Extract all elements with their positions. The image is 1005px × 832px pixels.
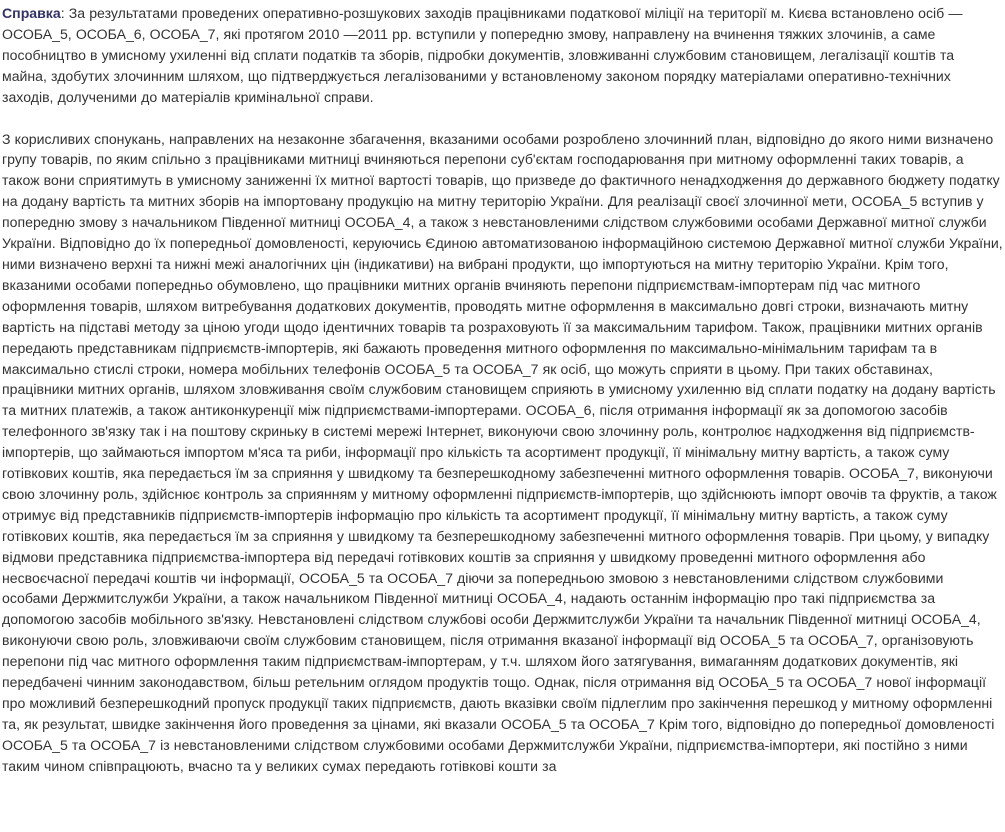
summary-paragraph [2,3,1003,108]
summary-label: Справка [2,5,61,21]
summary-text: : За результатами проведених оперативно-розшукових заходів працівниками податкової міліції на території м. Києва встановлено осіб — ОСОБА_5, ОСОБА_6, ОСОБА_7, які протягом 2010 —2011 рр. вступили у попередню змову, направлену на вчинення тяжких злочинів, а саме пособництво в умисному ухиленні від сплати податків та зборів, підробки документів, зловживанні службовим становищем, легалізації коштів та майна, здобутих злочинним шляхом, що підтверджується легалізованими у встановленому законом порядку матеріалами оперативно-технічних заходів, долученими до матеріалів кримінальної справи. [2,5,963,105]
document-body [2,3,1003,777]
details-paragraph: З корисливих спонукань, направлених на незаконне збагачення, вказаними особами розроблено злочинний план, відповідно до якого ними визначено групу товарів, по яким спільно з працівниками митниці вчиняються перепони суб'єктам господарювання при митному оформленні таких товарів, а також вони сприятимуть в умисному заниженні їх митної вартості товарів, що призведе до фактичного ненадходження до державного бюджету податку на додану вартість та митних зборів на імпортовану продукцію на митну територію України. Для реалізації своєї злочинної мети, ОСОБА_5 вступив у попередню змову з начальником Південної митниці ОСОБА_4, а також з невстановленими слідством службовими особами Державної митної служби України. Відповідно до їх попередньої домовленості, керуючись Єдиною автоматизованою інформаційною системою Державної митної служби України, ними визначено верхні та нижні межі аналогічних цін (індикативи) на вибрані продукти, що імпортуються на митну територію України. Крім того, вказаними особами попередньо обумовлено, що працівники митних органів вчиняють перепони підприємствам-імпортерам під час митного оформлення товарів, шляхом витребування додаткових документів, проводять митне оформлення в максимально довгі строки, визначають митну вартість на підставі методу за ціною угоди щодо ідентичних товарів та розраховують її за максимальним тарифом. Також, працівники митних органів передають представникам підприємств-імпортерів, які бажають проведення митного оформлення по максимально-мінімальним тарифам та в максимально стислі строки, номера мобільних телефонів ОСОБА_5 та ОСОБА_7 як осіб, що можуть сприяти в цьому. При таких обставинах, працівники митних органів, шляхом зловживання своїм службовим становищем сприяють в умисному ухиленню від сплати податку на додану вартість та митних платежів, а також антиконкуренції між підприємствами-імпортерами. ОСОБА_6, після отримання інформації як за допомогою засобів телефонного зв'язку так і на поштову скриньку в системі мережі Інтернет, виконуючи свою злочинну роль, контролює надходження від підприємств-імпортерів, що займаються імпортом м'яса та риби, інформації про кількість та асортимент продукції, її мінімальну митну вартість, а також суму готівкових коштів, яка передається їм за сприяння у швидкому та безперешкодному забезпеченні митного оформлення товарів. ОСОБА_7, виконуючи свою злочинну роль, здійснює контроль за сприянням у митному оформленні підприємств-імпортерів, що здійснюють імпорт овочів та фруктів, а також отримує від представників підприємств-імпортерів інформацію про кількість та асортимент продукції, її мінімальну митну вартість, а також суму готівкових коштів, яка передається їм за сприяння у швидкому та безперешкодному забезпеченні митного оформлення товарів. При цьому, у випадку відмови представника підприємства-імпортера від передачі готівкових коштів за сприяння у швидкому проведенні митного оформлення або несвоєчасної передачі коштів чи інформації, ОСОБА_5 та ОСОБА_7 діючи за попередньою змовою з невстановленими слідством службовими особами Держмитслужби України, а також начальником Південної митниці ОСОБА_4, надають останнім інформацію про такі підприємства за допомогою засобів мобільного зв'язку. Невстановлені слідством службові особи Держмитслужби України та начальник Південної митниці ОСОБА_4, виконуючи свою роль, зловживаючи своїм службовим становищем, після отримання вказаної інформації від ОСОБА_5 та ОСОБА_7, організовують перепони під час митного оформлення таким підприємствам-імпортерам, у т.ч. шляхом його затягування, вимаганням додаткових документів, які передбачені чинним законодавством, більш ретельним оглядом продуктів тощо. Однак, після отримання від ОСОБА_5 та ОСОБА_7 нової інформації про можливий безперешкодний пропуск продукції таких підприємств, дають вказівки своїм підлеглим про закінчення перешкод у митному оформленні та, як результат, швидке закінчення його проведення за цінами, які вказали ОСОБА_5 та ОСОБА_7 Крім того, відповідно до попередньої домовленості ОСОБА_5 та ОСОБА_7 із невстановленими слідством службовими особами Держмитслужби України, підприємства-імпортери, які постійно з ними таким чином співпрацюють, вчасно та у великих сумах передають готівкові кошти за [2,130,1003,774]
